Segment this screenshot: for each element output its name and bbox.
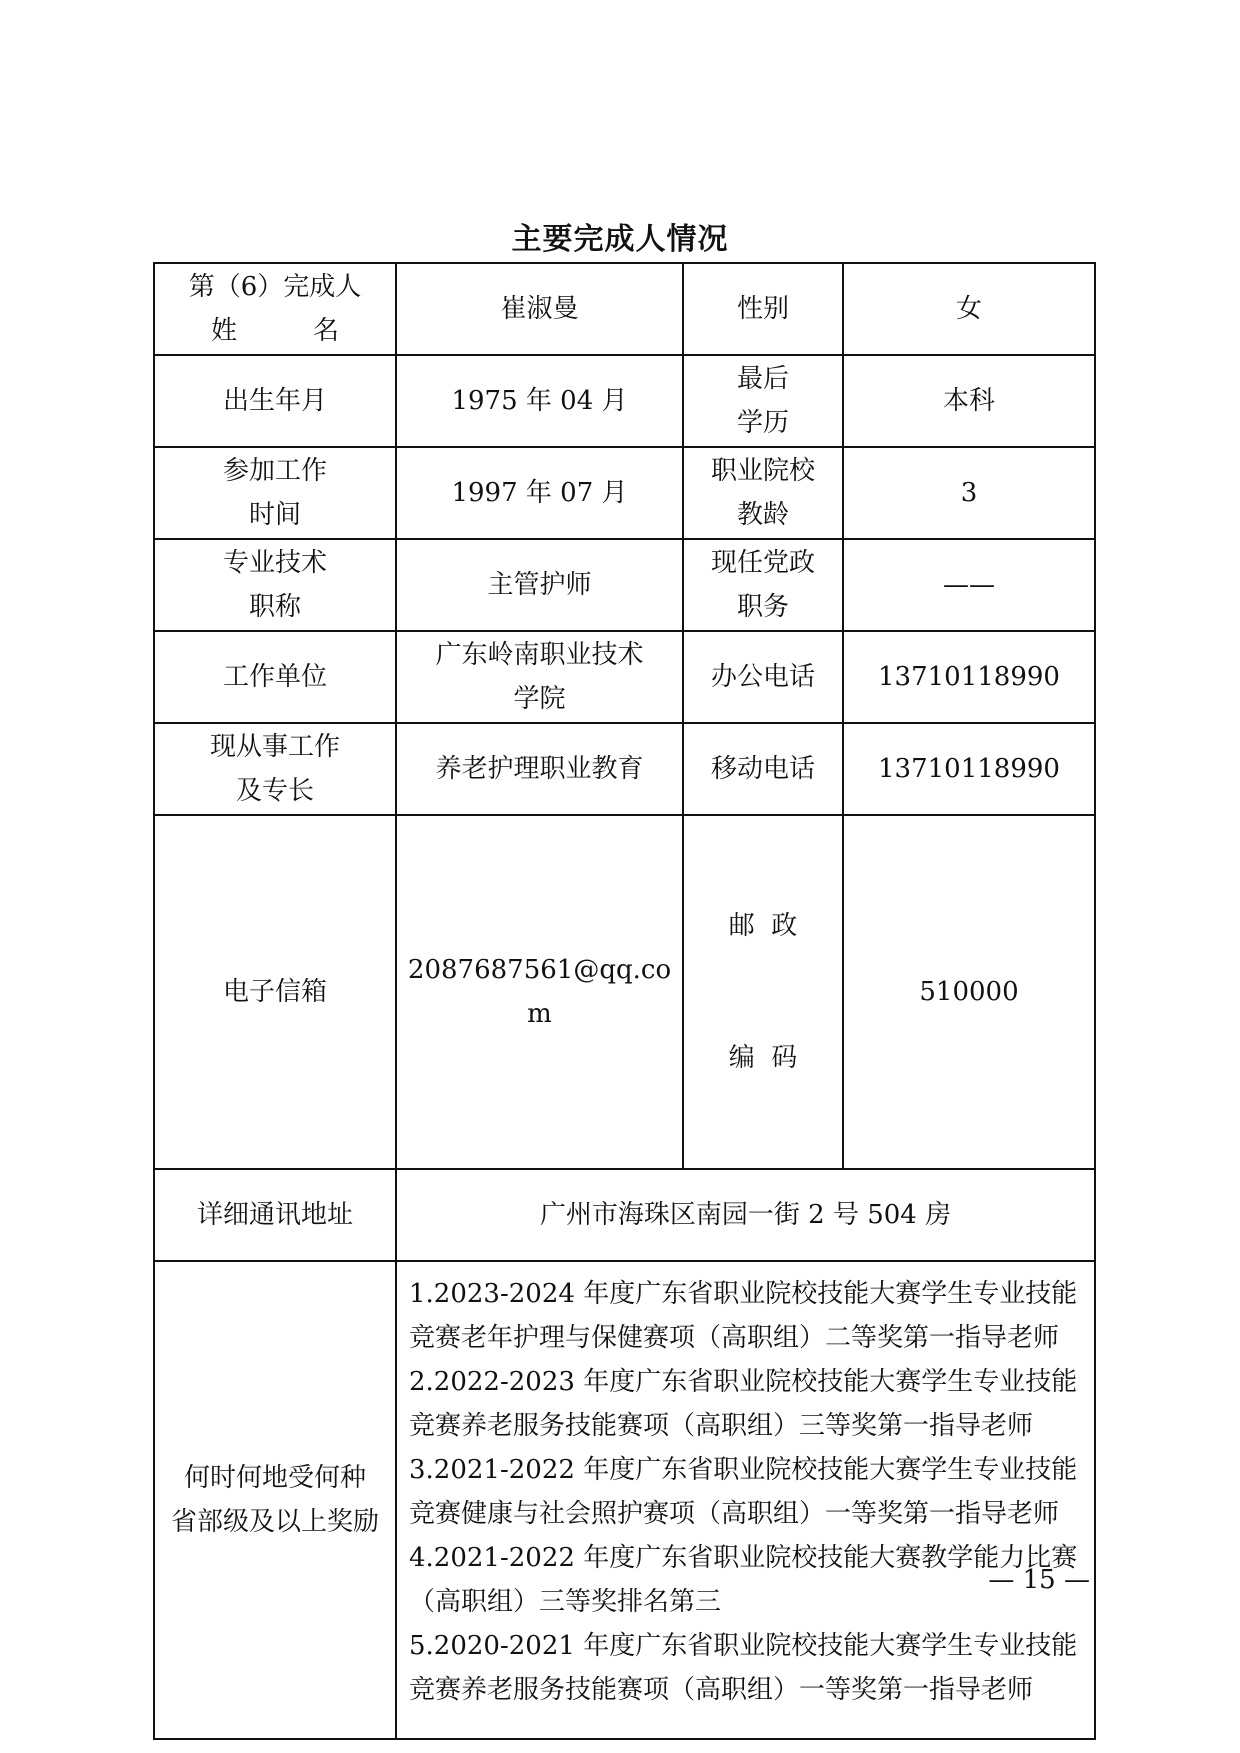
value-address: 广州市海珠区南园一街 2 号 504 房 xyxy=(396,1169,1095,1261)
table-row xyxy=(154,631,1095,723)
label-awards xyxy=(154,1261,396,1739)
value-gender: 女 xyxy=(843,263,1095,355)
table-row xyxy=(154,1169,1095,1261)
label-mobile-phone: 移动电话 xyxy=(683,723,843,815)
label-char: 姓 xyxy=(210,316,237,346)
award-item: 4.2021-2022 年度广东省职业院校技能大赛教学能力比赛（高职组）三等奖排名第三 xyxy=(409,1543,1078,1617)
label-email: 电子信箱 xyxy=(154,815,396,1169)
label-gender: 性别 xyxy=(683,263,843,355)
page-title: 主要完成人情况 xyxy=(511,222,729,257)
label-line: 职务 xyxy=(736,592,789,622)
label-office-phone: 办公电话 xyxy=(683,631,843,723)
value-line: 2087687561@qq.co xyxy=(407,955,672,985)
info-table xyxy=(153,262,1096,1740)
value-postcode: 510000 xyxy=(843,815,1095,1169)
table-row xyxy=(154,355,1095,447)
label-work-start xyxy=(154,447,396,539)
label-line: 邮 政 xyxy=(728,911,798,941)
value-education: 本科 xyxy=(843,355,1095,447)
label-employer: 工作单位 xyxy=(154,631,396,723)
label-line: 参加工作 xyxy=(222,456,327,486)
label-line: 时间 xyxy=(248,500,301,530)
label-line: 及专长 xyxy=(235,776,314,806)
value-work-start: 1997 年 07 月 xyxy=(396,447,683,539)
label-line: 学历 xyxy=(736,408,789,438)
label-line: 何时何地受何种 xyxy=(183,1463,366,1493)
value-teaching-years: 3 xyxy=(843,447,1095,539)
label-line xyxy=(161,309,389,353)
value-mobile-phone: 13710118990 xyxy=(843,723,1095,815)
table-row xyxy=(154,539,1095,631)
award-item: 3.2021-2022 年度广东省职业院校技能大赛学生专业技能竞赛健康与社会照护赛项（高职组）一等奖第一指导老师 xyxy=(409,1455,1078,1529)
label-education xyxy=(683,355,843,447)
value-professional-title: 主管护师 xyxy=(396,539,683,631)
table-row xyxy=(154,447,1095,539)
label-line: 职称 xyxy=(248,592,301,622)
label-completer-name xyxy=(154,263,396,355)
value-current-work: 养老护理职业教育 xyxy=(396,723,683,815)
label-current-work xyxy=(154,723,396,815)
label-postcode xyxy=(683,815,843,1169)
award-item: 2.2022-2023 年度广东省职业院校技能大赛学生专业技能竞赛养老服务技能赛项（高职组）三等奖第一指导老师 xyxy=(409,1367,1078,1441)
label-professional-title xyxy=(154,539,396,631)
value-birth: 1975 年 04 月 xyxy=(396,355,683,447)
award-item: 1.2023-2024 年度广东省职业院校技能大赛学生专业技能竞赛老年护理与保健赛项（高职组）二等奖第一指导老师 xyxy=(409,1279,1078,1353)
value-email xyxy=(396,815,683,1169)
table-row xyxy=(154,263,1095,355)
label-address: 详细通讯地址 xyxy=(154,1169,396,1261)
award-item: 5.2020-2021 年度广东省职业院校技能大赛学生专业技能竞赛养老服务技能赛项（高职组）一等奖第一指导老师 xyxy=(409,1631,1078,1705)
label-line: 省部级及以上奖励 xyxy=(170,1507,379,1537)
label-line: 专业技术 xyxy=(222,548,327,578)
page-number: — 15 — xyxy=(988,1565,1090,1595)
label-line: 现从事工作 xyxy=(209,732,340,762)
label-line: 最后 xyxy=(736,364,789,394)
label-char: 名 xyxy=(313,316,340,346)
label-line: 第（6）完成人 xyxy=(188,272,362,302)
table-row xyxy=(154,1261,1095,1739)
label-line: 现任党政 xyxy=(710,548,815,578)
value-office-phone: 13710118990 xyxy=(843,631,1095,723)
table-row xyxy=(154,815,1095,1169)
label-line: 编 码 xyxy=(728,1043,798,1073)
label-line: 职业院校 xyxy=(710,456,815,486)
table-row xyxy=(154,723,1095,815)
value-party-position: —— xyxy=(843,539,1095,631)
label-teaching-years xyxy=(683,447,843,539)
value-line: 广东岭南职业技术 xyxy=(435,640,644,670)
awards-list xyxy=(396,1261,1095,1739)
label-party-position xyxy=(683,539,843,631)
value-employer xyxy=(396,631,683,723)
value-line: m xyxy=(527,999,552,1029)
value-name: 崔淑曼 xyxy=(396,263,683,355)
label-line: 教龄 xyxy=(736,500,789,530)
value-line: 学院 xyxy=(513,684,566,714)
label-birth: 出生年月 xyxy=(154,355,396,447)
